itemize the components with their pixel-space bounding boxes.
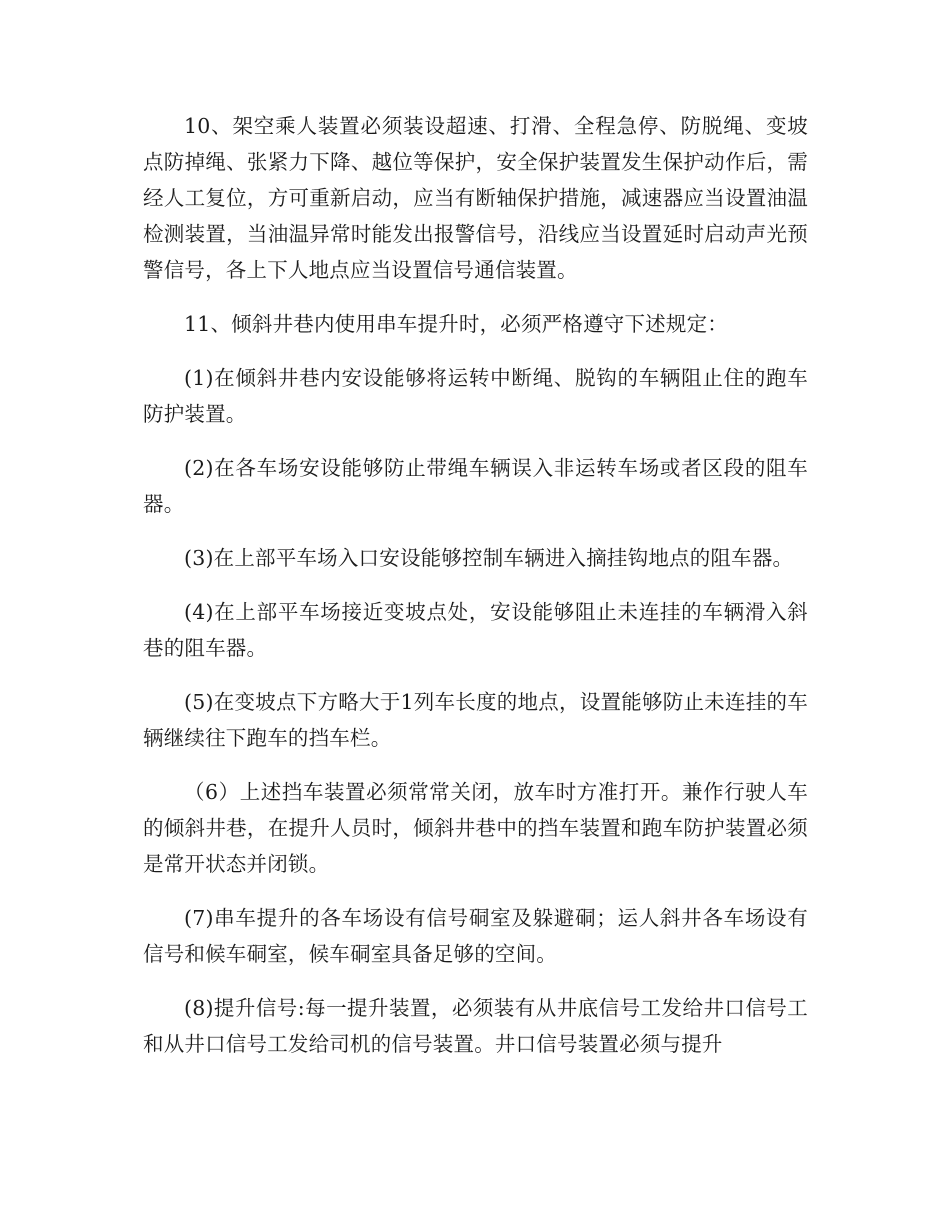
rule-item-3: (3)在上部平车场入口安设能够控制车辆进入摘挂钩地点的阻车器。 [184, 546, 794, 570]
rule-item-8: (8)提升信号:每一提升装置，必须装有从井底信号工发给井口信号工和从井口信号工发给司机的信号装置。井口信号装置必须与提升 [143, 996, 808, 1056]
paragraph-10-aerial-passenger-device: 10、架空乘人装置必须装设超速、打滑、全程急停、防脱绳、变坡点防掉绳、张紧力下降、越位等保护，安全保护装置发生保护动作后，需经人工复位，方可重新启动，应当有断轴保护措施，减速器应当设置油温检测装置，当油温异常时能发出报警信号，沿线应当设置延时启动声光预警信号，各上下人地点应当设置信号通信装置。 [143, 114, 808, 282]
rule-item-4: (4)在上部平车场接近变坡点处，安设能够阻止未连挂的车辆滑入斜巷的阻车器。 [143, 600, 808, 660]
rule-item-6: （6）上述挡车装置必须常常关闭，放车时方准打开。兼作行驶人车的倾斜井巷，在提升人员时，倾斜井巷中的挡车装置和跑车防护装置必须是常开状态并闭锁。 [143, 780, 808, 876]
rule-item-5: (5)在变坡点下方略大于1列车长度的地点，设置能够防止未连挂的车辆继续往下跑车的挡车栏。 [143, 690, 808, 750]
rule-item-7: (7)串车提升的各车场设有信号硐室及躲避硐；运人斜井各车场设有信号和候车硐室，候车硐室具备足够的空间。 [143, 906, 808, 966]
rule-item-2: (2)在各车场安设能够防止带绳车辆误入非运转车场或者区段的阻车器。 [143, 456, 808, 516]
document-body [143, 108, 808, 1080]
paragraph-11-inclined-shaft-rules: 11、倾斜井巷内使用串车提升时，必须严格遵守下述规定： [184, 312, 728, 336]
rule-item-1: (1)在倾斜井巷内安设能够将运转中断绳、脱钩的车辆阻止住的跑车防护装置。 [143, 366, 808, 426]
